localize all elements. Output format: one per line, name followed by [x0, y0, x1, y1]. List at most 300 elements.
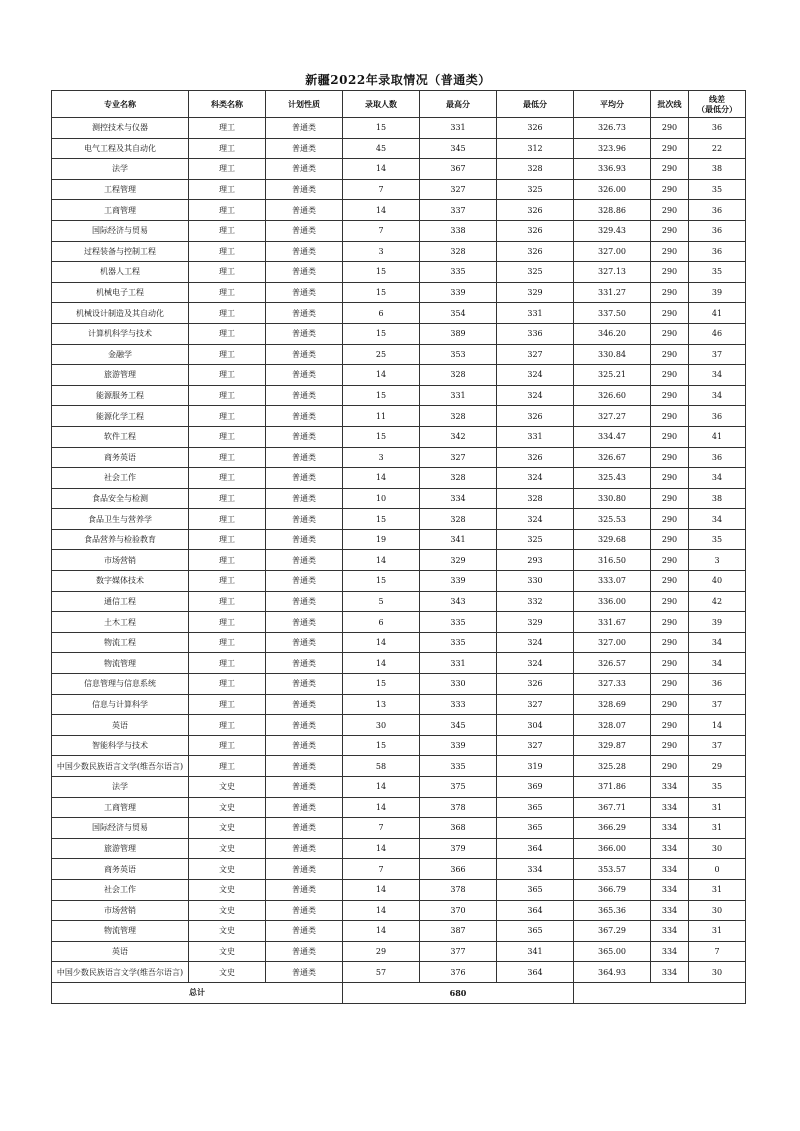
- cell-count: 7: [343, 818, 420, 839]
- cell-plan-type: 普通类: [266, 220, 343, 241]
- cell-line-diff: 36: [689, 220, 746, 241]
- cell-plan-type: 普通类: [266, 694, 343, 715]
- cell-min-score: 326: [497, 118, 574, 139]
- cell-batch-line: 290: [651, 220, 689, 241]
- cell-batch-line: 290: [651, 468, 689, 489]
- cell-plan-type: 普通类: [266, 426, 343, 447]
- cell-count: 11: [343, 406, 420, 427]
- cell-min-score: 364: [497, 838, 574, 859]
- cell-batch-line: 334: [651, 879, 689, 900]
- cell-count: 15: [343, 426, 420, 447]
- cell-major: 商务英语: [52, 859, 189, 880]
- cell-major: 食品营养与检验教育: [52, 529, 189, 550]
- cell-max-score: 329: [420, 550, 497, 571]
- table-row: [52, 220, 746, 241]
- cell-avg-score: 325.53: [574, 509, 651, 530]
- cell-batch-line: 334: [651, 838, 689, 859]
- cell-batch-line: 290: [651, 612, 689, 633]
- cell-major: 计算机科学与技术: [52, 323, 189, 344]
- cell-major: 中国少数民族语言文学(维吾尔语言): [52, 756, 189, 777]
- table-row: [52, 879, 746, 900]
- cell-avg-score: 330.84: [574, 344, 651, 365]
- cell-avg-score: 337.50: [574, 303, 651, 324]
- cell-batch-line: 334: [651, 962, 689, 983]
- cell-max-score: 354: [420, 303, 497, 324]
- cell-max-score: 328: [420, 241, 497, 262]
- cell-min-score: 364: [497, 900, 574, 921]
- cell-count: 45: [343, 138, 420, 159]
- cell-plan-type: 普通类: [266, 179, 343, 200]
- cell-avg-score: 367.29: [574, 921, 651, 942]
- table-row: [52, 756, 746, 777]
- cell-line-diff: 35: [689, 529, 746, 550]
- cell-batch-line: 290: [651, 694, 689, 715]
- cell-plan-type: 普通类: [266, 529, 343, 550]
- table-row: [52, 674, 746, 695]
- cell-avg-score: 364.93: [574, 962, 651, 983]
- cell-max-score: 331: [420, 653, 497, 674]
- cell-line-diff: 36: [689, 447, 746, 468]
- cell-line-diff: 34: [689, 509, 746, 530]
- total-blank: [574, 982, 746, 1003]
- cell-batch-line: 334: [651, 900, 689, 921]
- cell-avg-score: 329.43: [574, 220, 651, 241]
- cell-line-diff: 14: [689, 715, 746, 736]
- cell-batch-line: 290: [651, 509, 689, 530]
- cell-category: 理工: [189, 674, 266, 695]
- cell-category: 理工: [189, 406, 266, 427]
- cell-plan-type: 普通类: [266, 879, 343, 900]
- table-row: [52, 282, 746, 303]
- cell-line-diff: 0: [689, 859, 746, 880]
- cell-category: 理工: [189, 220, 266, 241]
- cell-count: 7: [343, 859, 420, 880]
- header-category: 科类名称: [189, 91, 266, 118]
- cell-avg-score: 336.00: [574, 591, 651, 612]
- cell-line-diff: 38: [689, 159, 746, 180]
- cell-batch-line: 290: [651, 138, 689, 159]
- cell-max-score: 376: [420, 962, 497, 983]
- cell-avg-score: 326.00: [574, 179, 651, 200]
- cell-category: 文史: [189, 921, 266, 942]
- cell-major: 过程装备与控制工程: [52, 241, 189, 262]
- cell-category: 文史: [189, 941, 266, 962]
- cell-max-score: 378: [420, 797, 497, 818]
- cell-min-score: 326: [497, 241, 574, 262]
- cell-min-score: 331: [497, 303, 574, 324]
- cell-category: 理工: [189, 571, 266, 592]
- cell-plan-type: 普通类: [266, 365, 343, 386]
- cell-plan-type: 普通类: [266, 900, 343, 921]
- cell-batch-line: 290: [651, 653, 689, 674]
- table-row: [52, 550, 746, 571]
- cell-line-diff: 35: [689, 262, 746, 283]
- cell-avg-score: 327.00: [574, 241, 651, 262]
- header-row: [52, 91, 746, 118]
- cell-min-score: 365: [497, 818, 574, 839]
- cell-plan-type: 普通类: [266, 735, 343, 756]
- table-row: [52, 838, 746, 859]
- cell-min-score: 329: [497, 612, 574, 633]
- cell-category: 理工: [189, 612, 266, 633]
- cell-line-diff: 36: [689, 118, 746, 139]
- cell-min-score: 326: [497, 200, 574, 221]
- cell-category: 理工: [189, 488, 266, 509]
- cell-min-score: 326: [497, 406, 574, 427]
- cell-major: 国际经济与贸易: [52, 818, 189, 839]
- cell-line-diff: 38: [689, 488, 746, 509]
- table-row: [52, 426, 746, 447]
- cell-min-score: 328: [497, 159, 574, 180]
- cell-count: 14: [343, 200, 420, 221]
- cell-count: 14: [343, 797, 420, 818]
- cell-count: 14: [343, 632, 420, 653]
- cell-major: 食品安全与检测: [52, 488, 189, 509]
- cell-line-diff: 39: [689, 612, 746, 633]
- table-row: [52, 921, 746, 942]
- cell-category: 文史: [189, 818, 266, 839]
- cell-plan-type: 普通类: [266, 591, 343, 612]
- cell-category: 理工: [189, 344, 266, 365]
- cell-line-diff: 3: [689, 550, 746, 571]
- cell-avg-score: 353.57: [574, 859, 651, 880]
- table-row: [52, 241, 746, 262]
- cell-avg-score: 371.86: [574, 777, 651, 798]
- cell-line-diff: 34: [689, 468, 746, 489]
- cell-major: 食品卫生与营养学: [52, 509, 189, 530]
- cell-min-score: 327: [497, 694, 574, 715]
- cell-count: 15: [343, 118, 420, 139]
- cell-max-score: 366: [420, 859, 497, 880]
- cell-line-diff: 35: [689, 179, 746, 200]
- admission-table: [51, 90, 746, 1004]
- cell-category: 理工: [189, 756, 266, 777]
- cell-max-score: 378: [420, 879, 497, 900]
- cell-batch-line: 290: [651, 365, 689, 386]
- cell-batch-line: 290: [651, 323, 689, 344]
- cell-avg-score: 323.96: [574, 138, 651, 159]
- table-row: [52, 200, 746, 221]
- cell-category: 理工: [189, 323, 266, 344]
- cell-category: 理工: [189, 138, 266, 159]
- cell-max-score: 335: [420, 632, 497, 653]
- cell-major: 机械设计制造及其自动化: [52, 303, 189, 324]
- cell-category: 理工: [189, 159, 266, 180]
- cell-category: 理工: [189, 262, 266, 283]
- cell-count: 10: [343, 488, 420, 509]
- cell-avg-score: 325.43: [574, 468, 651, 489]
- table-row: [52, 632, 746, 653]
- cell-line-diff: 30: [689, 838, 746, 859]
- cell-batch-line: 290: [651, 262, 689, 283]
- cell-batch-line: 334: [651, 941, 689, 962]
- cell-max-score: 342: [420, 426, 497, 447]
- cell-batch-line: 334: [651, 797, 689, 818]
- cell-avg-score: 326.60: [574, 385, 651, 406]
- cell-max-score: 339: [420, 735, 497, 756]
- cell-major: 社会工作: [52, 468, 189, 489]
- cell-major: 物流工程: [52, 632, 189, 653]
- cell-category: 理工: [189, 385, 266, 406]
- cell-count: 14: [343, 900, 420, 921]
- cell-count: 7: [343, 179, 420, 200]
- cell-max-score: 387: [420, 921, 497, 942]
- cell-avg-score: 325.21: [574, 365, 651, 386]
- cell-plan-type: 普通类: [266, 797, 343, 818]
- cell-min-score: 324: [497, 653, 574, 674]
- cell-batch-line: 334: [651, 777, 689, 798]
- cell-major: 工商管理: [52, 797, 189, 818]
- cell-avg-score: 327.13: [574, 262, 651, 283]
- cell-max-score: 330: [420, 674, 497, 695]
- cell-count: 14: [343, 838, 420, 859]
- cell-batch-line: 290: [651, 200, 689, 221]
- cell-avg-score: 367.71: [574, 797, 651, 818]
- table-row: [52, 303, 746, 324]
- cell-major: 工商管理: [52, 200, 189, 221]
- cell-avg-score: 331.67: [574, 612, 651, 633]
- header-plan-type: 计划性质: [266, 91, 343, 118]
- cell-major: 法学: [52, 777, 189, 798]
- cell-avg-score: 330.80: [574, 488, 651, 509]
- header-count: 录取人数: [343, 91, 420, 118]
- cell-line-diff: 22: [689, 138, 746, 159]
- cell-category: 文史: [189, 900, 266, 921]
- cell-category: 理工: [189, 509, 266, 530]
- cell-min-score: 324: [497, 468, 574, 489]
- cell-major: 数字媒体技术: [52, 571, 189, 592]
- table-row: [52, 406, 746, 427]
- cell-avg-score: 327.00: [574, 632, 651, 653]
- cell-category: 理工: [189, 529, 266, 550]
- cell-major: 社会工作: [52, 879, 189, 900]
- cell-plan-type: 普通类: [266, 241, 343, 262]
- cell-line-diff: 30: [689, 900, 746, 921]
- cell-max-score: 333: [420, 694, 497, 715]
- cell-category: 文史: [189, 879, 266, 900]
- cell-major: 土木工程: [52, 612, 189, 633]
- table-row: [52, 962, 746, 983]
- cell-plan-type: 普通类: [266, 344, 343, 365]
- cell-plan-type: 普通类: [266, 962, 343, 983]
- cell-major: 信息与计算科学: [52, 694, 189, 715]
- cell-count: 57: [343, 962, 420, 983]
- table-row: [52, 365, 746, 386]
- cell-plan-type: 普通类: [266, 468, 343, 489]
- cell-min-score: 336: [497, 323, 574, 344]
- cell-plan-type: 普通类: [266, 838, 343, 859]
- cell-avg-score: 334.47: [574, 426, 651, 447]
- table-row: [52, 118, 746, 139]
- cell-major: 英语: [52, 941, 189, 962]
- cell-category: 理工: [189, 118, 266, 139]
- cell-min-score: 328: [497, 488, 574, 509]
- cell-max-score: 367: [420, 159, 497, 180]
- cell-max-score: 343: [420, 591, 497, 612]
- cell-major: 智能科学与技术: [52, 735, 189, 756]
- cell-batch-line: 290: [651, 632, 689, 653]
- cell-line-diff: 42: [689, 591, 746, 612]
- cell-avg-score: 365.36: [574, 900, 651, 921]
- cell-category: 文史: [189, 777, 266, 798]
- cell-major: 物流管理: [52, 653, 189, 674]
- cell-min-score: 369: [497, 777, 574, 798]
- total-label: 总计: [52, 982, 343, 1003]
- cell-count: 25: [343, 344, 420, 365]
- cell-min-score: 324: [497, 632, 574, 653]
- cell-count: 14: [343, 921, 420, 942]
- table-row: [52, 159, 746, 180]
- cell-count: 13: [343, 694, 420, 715]
- cell-min-score: 312: [497, 138, 574, 159]
- cell-plan-type: 普通类: [266, 756, 343, 777]
- cell-max-score: 331: [420, 385, 497, 406]
- cell-category: 理工: [189, 653, 266, 674]
- cell-count: 6: [343, 612, 420, 633]
- cell-plan-type: 普通类: [266, 674, 343, 695]
- cell-count: 14: [343, 777, 420, 798]
- table-row: [52, 859, 746, 880]
- cell-count: 15: [343, 674, 420, 695]
- cell-min-score: 365: [497, 921, 574, 942]
- cell-min-score: 324: [497, 365, 574, 386]
- cell-major: 英语: [52, 715, 189, 736]
- header-line-diff-subtitle: （最低分）: [697, 104, 737, 114]
- cell-max-score: 389: [420, 323, 497, 344]
- cell-line-diff: 37: [689, 694, 746, 715]
- cell-major: 机器人工程: [52, 262, 189, 283]
- cell-avg-score: 336.93: [574, 159, 651, 180]
- cell-count: 3: [343, 241, 420, 262]
- cell-category: 理工: [189, 715, 266, 736]
- cell-count: 14: [343, 159, 420, 180]
- cell-major: 法学: [52, 159, 189, 180]
- cell-plan-type: 普通类: [266, 941, 343, 962]
- cell-line-diff: 34: [689, 632, 746, 653]
- cell-avg-score: 366.00: [574, 838, 651, 859]
- cell-category: 理工: [189, 694, 266, 715]
- table-row: [52, 385, 746, 406]
- cell-plan-type: 普通类: [266, 571, 343, 592]
- cell-max-score: 353: [420, 344, 497, 365]
- cell-category: 理工: [189, 632, 266, 653]
- cell-plan-type: 普通类: [266, 118, 343, 139]
- cell-major: 测控技术与仪器: [52, 118, 189, 139]
- cell-line-diff: 41: [689, 426, 746, 447]
- cell-batch-line: 290: [651, 179, 689, 200]
- cell-count: 15: [343, 282, 420, 303]
- cell-batch-line: 290: [651, 303, 689, 324]
- cell-plan-type: 普通类: [266, 488, 343, 509]
- cell-line-diff: 31: [689, 818, 746, 839]
- cell-min-score: 304: [497, 715, 574, 736]
- cell-plan-type: 普通类: [266, 653, 343, 674]
- cell-major: 金融学: [52, 344, 189, 365]
- cell-plan-type: 普通类: [266, 262, 343, 283]
- cell-avg-score: 316.50: [574, 550, 651, 571]
- cell-plan-type: 普通类: [266, 550, 343, 571]
- cell-category: 文史: [189, 838, 266, 859]
- cell-batch-line: 290: [651, 571, 689, 592]
- cell-batch-line: 334: [651, 921, 689, 942]
- cell-major: 商务英语: [52, 447, 189, 468]
- cell-batch-line: 290: [651, 756, 689, 777]
- cell-plan-type: 普通类: [266, 447, 343, 468]
- cell-major: 旅游管理: [52, 838, 189, 859]
- cell-major: 市场营销: [52, 900, 189, 921]
- cell-max-score: 375: [420, 777, 497, 798]
- cell-category: 理工: [189, 735, 266, 756]
- cell-category: 理工: [189, 179, 266, 200]
- header-min-score: 最低分: [497, 91, 574, 118]
- cell-max-score: 335: [420, 756, 497, 777]
- cell-count: 15: [343, 509, 420, 530]
- cell-line-diff: 30: [689, 962, 746, 983]
- cell-avg-score: 326.67: [574, 447, 651, 468]
- cell-batch-line: 290: [651, 715, 689, 736]
- cell-major: 能源化学工程: [52, 406, 189, 427]
- cell-max-score: 327: [420, 179, 497, 200]
- header-line-diff: [689, 91, 746, 118]
- header-line-diff-title: 线差: [709, 94, 725, 104]
- cell-min-score: 324: [497, 509, 574, 530]
- cell-min-score: 365: [497, 797, 574, 818]
- header-major: 专业名称: [52, 91, 189, 118]
- cell-category: 理工: [189, 241, 266, 262]
- cell-max-score: 335: [420, 612, 497, 633]
- table-row: [52, 138, 746, 159]
- cell-line-diff: 37: [689, 344, 746, 365]
- cell-batch-line: 290: [651, 241, 689, 262]
- total-value: 680: [343, 982, 574, 1003]
- cell-major: 通信工程: [52, 591, 189, 612]
- cell-max-score: 334: [420, 488, 497, 509]
- header-batch-line: 批次线: [651, 91, 689, 118]
- table-row: [52, 612, 746, 633]
- cell-count: 14: [343, 653, 420, 674]
- cell-min-score: 364: [497, 962, 574, 983]
- table-body: [52, 118, 746, 983]
- cell-batch-line: 290: [651, 550, 689, 571]
- cell-min-score: 326: [497, 674, 574, 695]
- cell-count: 19: [343, 529, 420, 550]
- cell-max-score: 377: [420, 941, 497, 962]
- cell-batch-line: 290: [651, 529, 689, 550]
- cell-major: 工程管理: [52, 179, 189, 200]
- cell-line-diff: 39: [689, 282, 746, 303]
- cell-category: 理工: [189, 303, 266, 324]
- cell-min-score: 326: [497, 220, 574, 241]
- cell-category: 文史: [189, 797, 266, 818]
- table-row: [52, 715, 746, 736]
- cell-min-score: 331: [497, 426, 574, 447]
- cell-count: 5: [343, 591, 420, 612]
- header-max-score: 最高分: [420, 91, 497, 118]
- cell-plan-type: 普通类: [266, 303, 343, 324]
- cell-line-diff: 31: [689, 879, 746, 900]
- cell-max-score: 339: [420, 282, 497, 303]
- cell-count: 15: [343, 323, 420, 344]
- cell-line-diff: 40: [689, 571, 746, 592]
- table-row: [52, 797, 746, 818]
- cell-plan-type: 普通类: [266, 159, 343, 180]
- cell-count: 6: [343, 303, 420, 324]
- cell-batch-line: 290: [651, 447, 689, 468]
- cell-line-diff: 41: [689, 303, 746, 324]
- cell-plan-type: 普通类: [266, 715, 343, 736]
- cell-line-diff: 36: [689, 406, 746, 427]
- cell-plan-type: 普通类: [266, 385, 343, 406]
